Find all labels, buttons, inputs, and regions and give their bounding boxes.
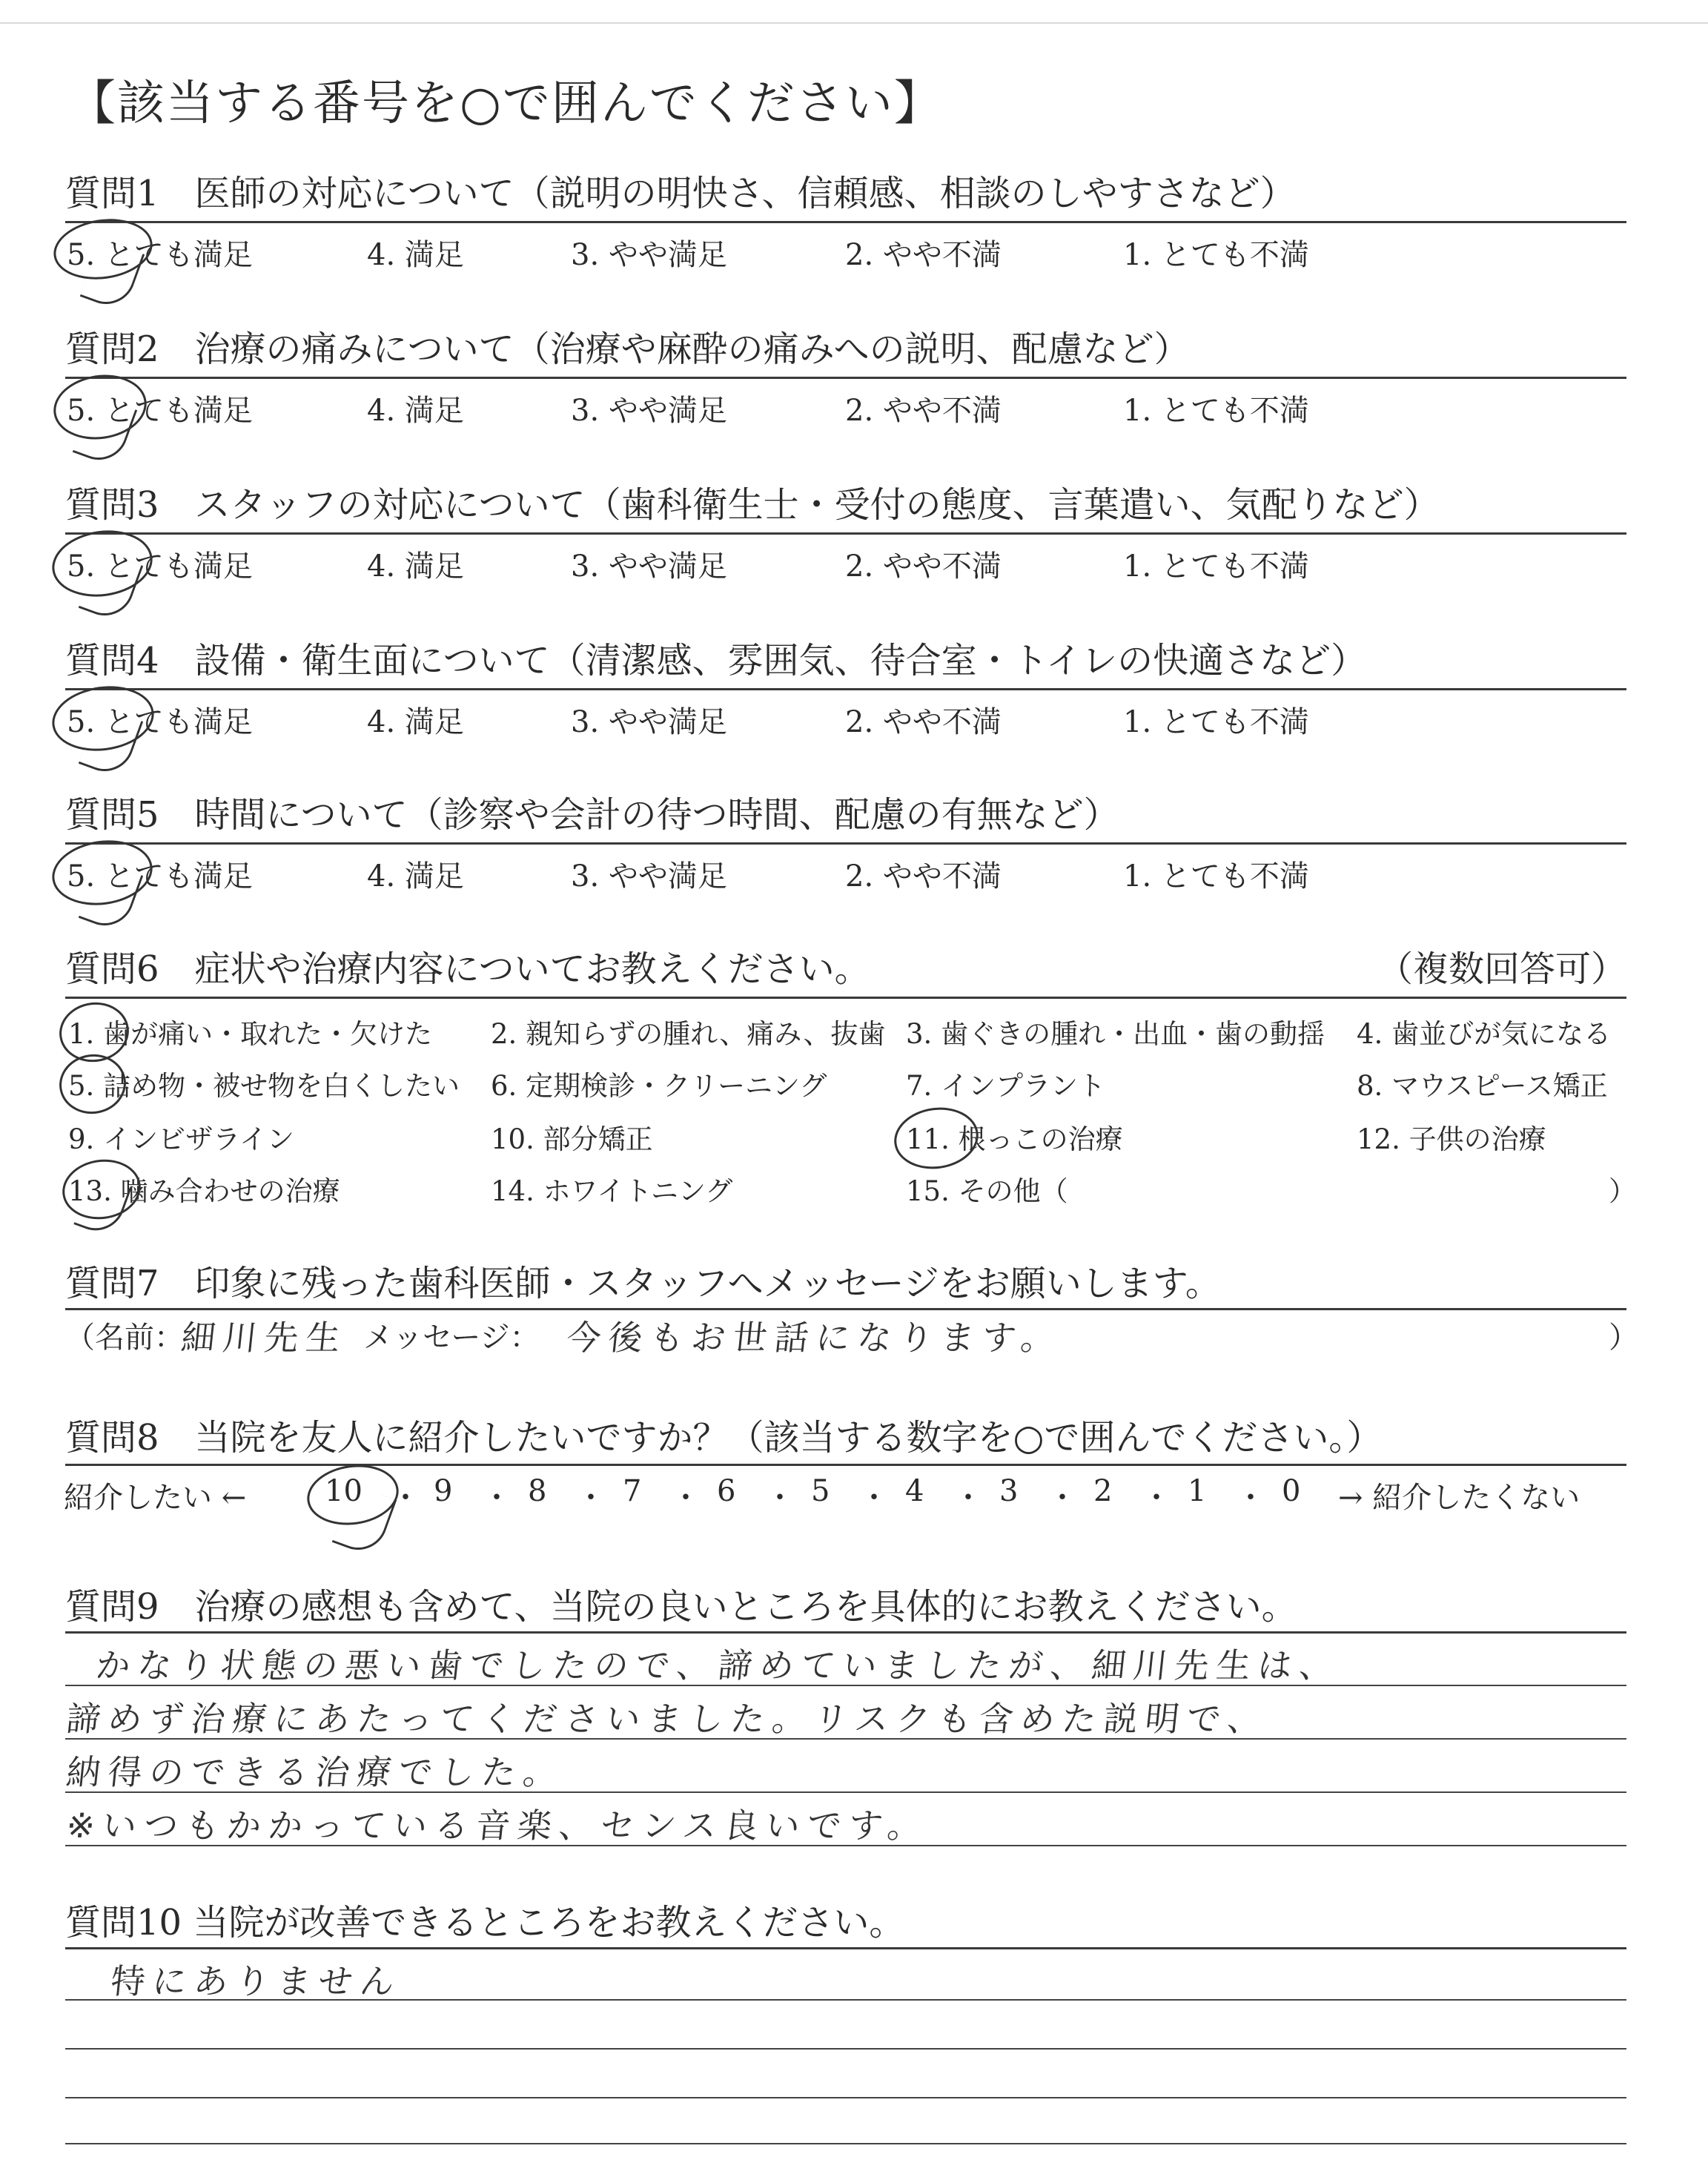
writing-line [65,1999,1626,2001]
scale-3[interactable]: 3 [999,1474,1019,1508]
option-5[interactable]: 5. とても満足 [67,394,253,428]
improvement-line-1[interactable]: 特にありません [108,1961,404,2001]
writing-line [65,1791,1626,1793]
divider [65,688,1626,690]
divider [65,1308,1626,1310]
symptom-option-12[interactable]: 12. 子供の治療 [1357,1123,1546,1155]
scale-right-label: → 紹介したくない [1338,1481,1580,1515]
scale-9[interactable]: 9 [434,1474,453,1508]
form-title: 【該当する番号を○で囲んでください】 [68,76,943,131]
option-5[interactable]: 5. とても満足 [67,549,253,584]
symptom-option-15[interactable]: 15. その他（ [906,1175,1068,1207]
scale-2[interactable]: 2 [1093,1474,1113,1508]
scale-6[interactable]: 6 [717,1474,736,1508]
symptom-option-7[interactable]: 7. インプラント [906,1070,1106,1102]
doctor-name-handwritten[interactable]: 細川先生 [179,1318,350,1358]
scale-5[interactable]: 5 [811,1474,830,1508]
divider [65,1464,1626,1466]
scale-0[interactable]: 0 [1282,1474,1301,1508]
option-3[interactable]: 3. やや満足 [571,549,727,584]
scale-separator: ・ [765,1481,795,1515]
scale-separator: ・ [671,1481,701,1515]
comment-line-4[interactable]: ※いつもかかっている音楽、センス良いです。 [64,1806,932,1846]
divider [65,1947,1626,1949]
option-2[interactable]: 2. やや不満 [845,549,1002,584]
writing-line [65,2097,1626,2098]
symptom-option-9[interactable]: 9. インビザライン [68,1123,294,1155]
option-4[interactable]: 4. 満足 [367,705,464,739]
option-1[interactable]: 1. とても不満 [1123,238,1309,272]
divider [65,532,1626,535]
question-label: 質問8 当院を友人に紹介したいですか？（該当する数字を○で囲んでください。） [65,1417,1383,1459]
divider [65,842,1626,845]
comment-line-1[interactable]: かなり状態の悪い歯でしたので、諦めていましたが、細川先生は、 [93,1645,1343,1685]
multiple-answers-note: （複数回答可） [1377,948,1626,990]
symptom-option-6[interactable]: 6. 定期検診・クリーニング [491,1070,827,1102]
option-4[interactable]: 4. 満足 [367,394,464,428]
symptom-option-8[interactable]: 8. マウスピース矯正 [1357,1070,1608,1102]
name-label: （名前： [65,1321,184,1355]
scale-separator: ・ [482,1481,512,1515]
option-4[interactable]: 4. 満足 [367,238,464,272]
writing-line [65,1685,1626,1686]
option-1[interactable]: 1. とても不満 [1123,859,1309,894]
symptom-option-10[interactable]: 10. 部分矯正 [491,1123,653,1155]
option-3[interactable]: 3. やや満足 [571,859,727,894]
scale-separator: ・ [953,1481,983,1515]
question-label: 質問1 医師の対応について（説明の明快さ、信頼感、相談のしやすさなど） [65,173,1296,214]
question-label: 質問4 設備・衛生面について（清潔感、雰囲気、待合室・トイレの快適さなど） [65,640,1367,681]
other-close-paren: ） [1609,1175,1636,1207]
divider [65,377,1626,379]
message-label: メッセージ： [363,1321,540,1355]
scale-4[interactable]: 4 [905,1474,924,1508]
scale-1[interactable]: 1 [1188,1474,1207,1508]
scale-separator: ・ [1236,1481,1265,1515]
option-2[interactable]: 2. やや不満 [845,394,1002,428]
scale-separator: ・ [1142,1481,1171,1515]
scale-separator: ・ [391,1481,420,1515]
scale-7[interactable]: 7 [623,1474,642,1508]
message-handwritten[interactable]: 今後もお世話になります。 [564,1318,1065,1358]
writing-line [65,1845,1626,1846]
close-paren: ） [1609,1321,1638,1355]
option-5[interactable]: 5. とても満足 [67,238,253,272]
question-label: 質問3 スタッフの対応について（歯科衛生士・受付の態度、言葉遣い、気配りなど） [65,484,1440,526]
scale-left-label: 紹介したい ← [64,1481,247,1515]
option-3[interactable]: 3. やや満足 [571,705,727,739]
symptom-option-13[interactable]: 13. 噛み合わせの治療 [68,1175,340,1207]
scale-8[interactable]: 8 [528,1474,547,1508]
option-2[interactable]: 2. やや不満 [845,238,1002,272]
option-2[interactable]: 2. やや不満 [845,705,1002,739]
scale-separator: ・ [1047,1481,1077,1515]
comment-line-2[interactable]: 諦めず治療にあたってくださいました。リスクも含めた説明で、 [64,1699,1271,1739]
scale-separator: ・ [859,1481,889,1515]
option-4[interactable]: 4. 満足 [367,549,464,584]
divider [65,1631,1626,1634]
divider [65,997,1626,999]
option-5[interactable]: 5. とても満足 [67,705,253,739]
question-label: 質問9 治療の感想も含めて、当院の良いところを具体的にお教えください。 [65,1586,1297,1628]
symptom-option-3[interactable]: 3. 歯ぐきの腫れ・出血・歯の動揺 [906,1018,1325,1050]
question-label: 質問7 印象に残った歯科医師・スタッフへメッセージをお願いします。 [65,1263,1221,1304]
symptom-option-2[interactable]: 2. 親知らずの腫れ、痛み、抜歯 [491,1018,886,1050]
symptom-option-4[interactable]: 4. 歯並びが気になる [1357,1018,1612,1050]
option-2[interactable]: 2. やや不満 [845,859,1002,894]
option-3[interactable]: 3. やや満足 [571,238,727,272]
question-label: 質問10 当院が改善できるところをお教えください。 [65,1902,905,1943]
divider [65,221,1626,223]
scale-10[interactable]: 10 [325,1474,363,1508]
question-label: 質問2 治療の痛みについて（治療や麻酔の痛みへの説明、配慮など） [65,328,1190,370]
option-5[interactable]: 5. とても満足 [67,859,253,894]
option-4[interactable]: 4. 満足 [367,859,464,894]
option-1[interactable]: 1. とても不満 [1123,394,1309,428]
scale-separator: ・ [576,1481,606,1515]
page-top-edge [0,22,1708,24]
symptom-option-14[interactable]: 14. ホワイトニング [491,1175,733,1207]
option-3[interactable]: 3. やや満足 [571,394,727,428]
question-label: 質問5 時間について（診察や会計の待つ時間、配慮の有無など） [65,794,1119,836]
symptom-option-1[interactable]: 1. 歯が痛い・取れた・欠けた [68,1018,433,1050]
writing-line [65,2143,1626,2144]
selection-circle [890,1102,982,1174]
option-1[interactable]: 1. とても不満 [1123,549,1309,584]
writing-line [65,2048,1626,2050]
writing-line [65,1738,1626,1740]
question-label: 質問6 症状や治療内容についてお教えください。 [65,948,870,990]
option-1[interactable]: 1. とても不満 [1123,705,1309,739]
symptom-option-5[interactable]: 5. 詰め物・被せ物を白くしたい [68,1070,460,1102]
symptom-option-11[interactable]: 11. 根っこの治療 [906,1123,1123,1155]
selection-circle [56,1050,130,1118]
comment-line-3[interactable]: 納得のできる治療でした。 [64,1752,567,1792]
